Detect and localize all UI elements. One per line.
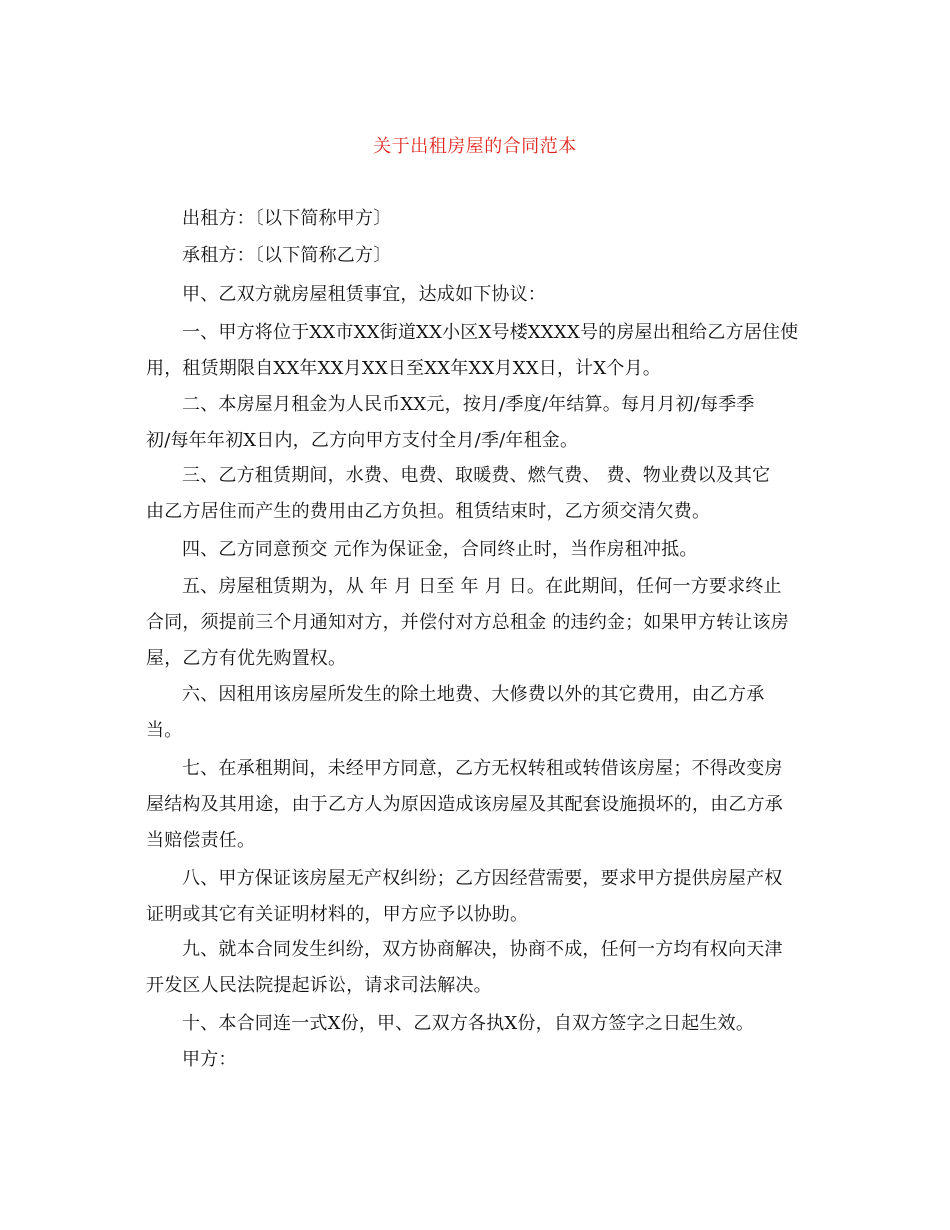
clause-8-line-1: 八、甲方保证该房屋无产权纠纷；乙方因经营需要，要求甲方提供房屋产权 bbox=[182, 868, 783, 889]
clause-7-line-2: 屋结构及其用途，由于乙方人为原因造成该房屋及其配套设施损坏的，由乙方承 bbox=[146, 794, 783, 815]
clause-4-line-1: 四、乙方同意预交 元作为保证金，合同终止时，当作房租冲抵。 bbox=[182, 539, 698, 560]
lessor-line: 出租方：〔以下简称甲方〕 bbox=[182, 208, 392, 229]
document-title: 关于出租房屋的合同范本 bbox=[373, 136, 577, 157]
clause-1-line-2: 用，租赁期限自XX年XX月XX日至XX年XX月XX日，计X个月。 bbox=[146, 358, 661, 379]
clause-5-line-3: 屋，乙方有优先购置权。 bbox=[146, 648, 347, 669]
clause-3-line-2: 由乙方居住而产生的费用由乙方负担。租赁结束时，乙方须交清欠费。 bbox=[146, 501, 711, 522]
clause-8-line-2: 证明或其它有关证明材料的，甲方应予以协助。 bbox=[146, 904, 529, 925]
clause-2-line-2: 初/每年年初X日内，乙方向甲方支付全月/季/年租金。 bbox=[146, 430, 579, 451]
agreement-intro: 甲、乙双方就房屋租赁事宜，达成如下协议： bbox=[182, 284, 546, 305]
clause-5-line-1: 五、房屋租赁期为，从 年 月 日至 年 月 日。在此期间，任何一方要求终止 bbox=[182, 576, 782, 597]
clause-5-line-2: 合同，须提前三个月通知对方，并偿付对方总租金 的违约金；如果甲方转让该房 bbox=[146, 612, 789, 633]
clause-6-line-2: 当。 bbox=[146, 720, 183, 741]
clause-9-line-1: 九、就本合同发生纠纷，双方协商解决，协商不成，任何一方均有权向天津 bbox=[182, 939, 783, 960]
clause-10-line-1: 十、本合同连一式X份，甲、乙双方各执X份，自双方签字之日起生效。 bbox=[182, 1013, 755, 1034]
clause-3-line-1: 三、乙方租赁期间，水费、电费、取暖费、燃气费、 费、物业费以及其它 bbox=[182, 465, 771, 486]
clause-9-line-2: 开发区人民法院提起诉讼，请求司法解决。 bbox=[146, 975, 492, 996]
clause-2-line-1: 二、本房屋月租金为人民币XX元，按月/季度/年结算。每月月初/每季季 bbox=[182, 394, 755, 415]
clause-6-line-1: 六、因租用该房屋所发生的除土地费、大修费以外的其它费用，由乙方承 bbox=[182, 684, 765, 705]
clause-7-line-1: 七、在承租期间，未经甲方同意，乙方无权转租或转借该房屋；不得改变房 bbox=[182, 758, 783, 779]
lessee-line: 承租方：〔以下简称乙方〕 bbox=[182, 245, 392, 266]
clause-7-line-3: 当赔偿责任。 bbox=[146, 830, 256, 851]
clause-1-line-1: 一、甲方将位于XX市XX街道XX小区X号楼XXXX号的房屋出租给乙方居住使 bbox=[182, 322, 799, 343]
party-a-signature-label: 甲方： bbox=[182, 1049, 237, 1070]
